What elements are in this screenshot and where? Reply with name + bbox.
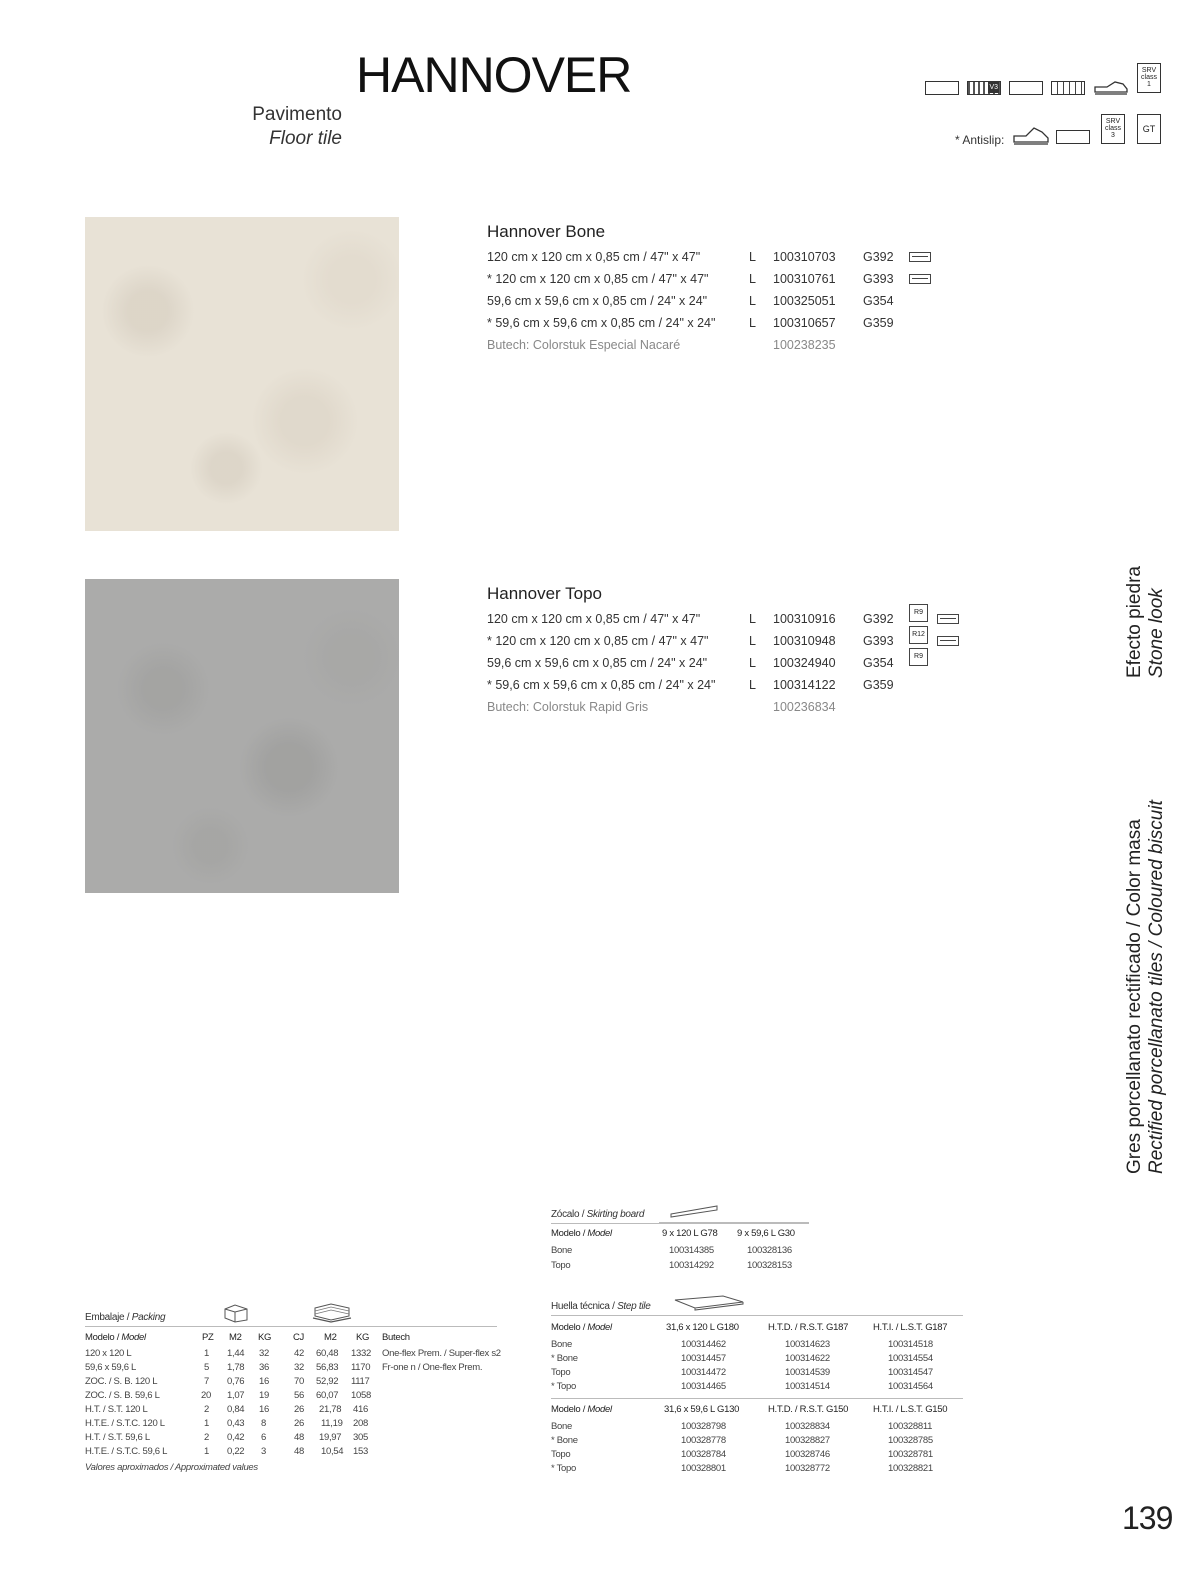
antislip-label: * Antislip: (955, 133, 1005, 147)
step-caption: Huella técnica / Step tile (551, 1301, 651, 1312)
surface-finish-icon (937, 636, 959, 646)
antislip-tile-icon (1056, 130, 1090, 144)
table-row: Topo 100314472 100314539 100314547 (551, 1367, 933, 1378)
table-row: H.T.E. / S.T.C. 59,6 L 1 0,22 3 48 10,54 153 (85, 1446, 368, 1457)
box-icon (223, 1303, 249, 1323)
table-row: Bone 100328798 100328834 100328811 (551, 1421, 933, 1432)
product-block-bone (487, 222, 967, 362)
rectified-icon (1009, 81, 1043, 95)
side-category-en: Rectified porcellanato tiles / Coloured biscuit (1146, 800, 1167, 1174)
packing-caption: Embalaje / Packing (85, 1312, 166, 1323)
table-row: Topo 100314292 100328153 (551, 1260, 792, 1271)
table-row: * Topo 100328801 100328772 100328821 (551, 1463, 933, 1474)
side-label-es: Efecto piedra (1124, 566, 1145, 678)
floor-tile-icon (925, 81, 959, 95)
step-header-2: Modelo / Model 31,6 x 59,6 L G130 H.T.D. / R.S.T. G150 H.T.I. / L.S.T. G150 (551, 1404, 948, 1415)
product-row: * 120 cm x 120 cm x 0,85 cm / 47" x 47" L 100310761 G393 (487, 272, 957, 294)
product-row: 120 cm x 120 cm x 0,85 cm / 47" x 47" L 100310703 G392 (487, 250, 957, 272)
subtitle-en: Floor tile (269, 128, 342, 149)
page-number: 139 (1122, 1500, 1173, 1536)
v3-label: V3 (989, 84, 998, 91)
skirting-caption: Zócalo / Skirting board (551, 1209, 645, 1220)
product-row: 120 cm x 120 cm x 0,85 cm / 47" x 47" L 100310916 G392 (487, 612, 962, 634)
step-table (551, 1294, 971, 1484)
table-row: * Topo 100314465 100314514 100314564 (551, 1381, 933, 1392)
subtitle-es: Pavimento (252, 104, 342, 125)
table-row: ZOC. / S. B. 120 L 7 0,76 16 70 52,92 1117 (85, 1376, 370, 1387)
packing-table (85, 1300, 505, 1480)
shade-variation-icon (967, 81, 1001, 95)
packing-header: Modelo / Model PZ M2 KG CJ M2 KG Butech (85, 1332, 410, 1343)
step-tile-icon (673, 1294, 745, 1312)
tile-swatch-topo (85, 579, 399, 893)
slip-rating-badge: R9 (909, 604, 928, 622)
product-row: 59,6 cm x 59,6 cm x 0,85 cm / 24" x 24" L 100325051 G354 (487, 294, 894, 308)
table-row: 59,6 x 59,6 L 5 1,78 36 32 56,83 1170 Fr-one n / One-flex Prem. (85, 1362, 483, 1373)
table-row: H.T. / S.T. 59,6 L 2 0,42 6 48 19,97 305 (85, 1432, 368, 1443)
tile-swatch-bone (85, 217, 399, 531)
skirting-header: Modelo / Model 9 x 120 L G78 9 x 59,6 L G30 (551, 1228, 795, 1239)
slip-rating-badge: R12 (909, 626, 928, 644)
surface-finish-icon (909, 274, 931, 284)
table-row: 120 x 120 L 1 1,44 32 42 60,48 1332 One-flex Prem. / Super-flex s2 (85, 1348, 501, 1359)
table-row: H.T. / S.T. 120 L 2 0,84 16 26 21,78 416 (85, 1404, 368, 1415)
product-row: * 120 cm x 120 cm x 0,85 cm / 47" x 47" L 100310948 G393 (487, 634, 962, 656)
step-header-1: Modelo / Model 31,6 x 120 L G180 H.T.D. / R.S.T. G187 H.T.I. / L.S.T. G187 (551, 1322, 948, 1333)
frost-resistant-icon (1051, 81, 1085, 95)
product-row: 59,6 cm x 59,6 cm x 0,85 cm / 24" x 24" L 100324940 G354 (487, 656, 894, 670)
surface-finish-icon (937, 614, 959, 624)
table-row: Bone 100314462 100314623 100314518 (551, 1339, 933, 1350)
antislip-shoe-icon (1012, 124, 1050, 146)
srv-class-3-badge: SRV class 3 (1101, 114, 1125, 144)
product-name: Hannover Bone (487, 222, 606, 241)
table-row: ZOC. / S. B. 59,6 L 20 1,07 19 56 60,07 1058 (85, 1390, 371, 1401)
product-row: * 59,6 cm x 59,6 cm x 0,85 cm / 24" x 24" L 100310657 G359 (487, 316, 894, 330)
table-row: * Bone 100328778 100328827 100328785 (551, 1435, 933, 1446)
product-block-topo (487, 584, 967, 724)
pallet-icon (311, 1302, 353, 1324)
table-row: Topo 100328784 100328746 100328781 (551, 1449, 933, 1460)
side-category-es: Gres porcellanato rectificado / Color masa (1124, 819, 1145, 1174)
product-name: Hannover Topo (487, 584, 602, 603)
butech-row: Butech: Colorstuk Especial Nacaré 100238235 (487, 338, 836, 352)
skirting-table (551, 1202, 821, 1282)
packing-footnote: Valores aproximados / Approximated values (85, 1462, 258, 1473)
butech-row: Butech: Colorstuk Rapid Gris 100236834 (487, 700, 836, 714)
product-row: * 59,6 cm x 59,6 cm x 0,85 cm / 24" x 24" L 100314122 G359 (487, 678, 894, 692)
traffic-shoe-icon (1093, 78, 1129, 96)
page-title: HANNOVER (356, 47, 632, 103)
table-row: H.T.E. / S.T.C. 120 L 1 0,43 8 26 11,19 208 (85, 1418, 368, 1429)
table-row: * Bone 100314457 100314622 100314554 (551, 1353, 933, 1364)
table-row: Bone 100314385 100328136 (551, 1245, 792, 1256)
surface-finish-icon (909, 252, 931, 262)
skirting-board-icon (669, 1202, 721, 1218)
gt-badge: GT (1137, 114, 1161, 144)
side-label-en: Stone look (1146, 588, 1167, 678)
slip-rating-badge: R9 (909, 648, 928, 666)
srv-class-1-badge: SRV class 1 (1137, 63, 1161, 93)
